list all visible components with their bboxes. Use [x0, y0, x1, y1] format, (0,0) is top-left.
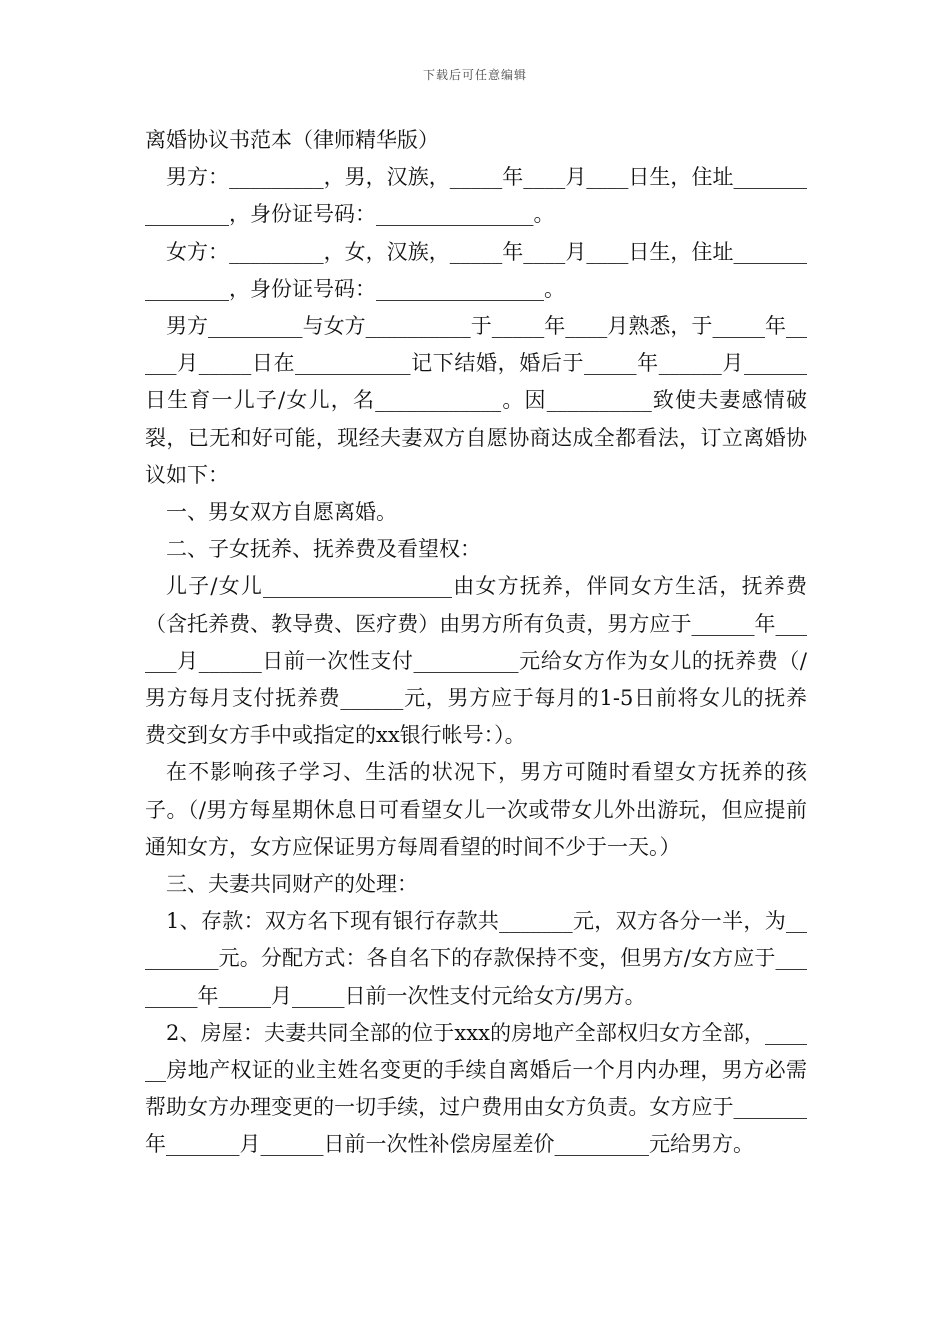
paragraph-house: 2、房屋：夫妻共同全部的位于xxx的房地产全部权归女方全部，______房地产权证的业主姓名变更的手续自离婚后一个月内办理，男方必需帮助女方办理变更的一切手续，过户费用由女方负责。女方应于_______年_______月______日前一次性补偿房屋差价_________元给男方。: [145, 1020, 807, 1157]
paragraph-marriage-background: 男方_________与女方__________于_____年____月熟悉，于_____年_____月_____日在___________记下结婚，婚后于_____年______月______日生育一儿子/女儿，名____________。因__________致使夫妻感情破裂，已无和好可能，现经夫妻双方自愿协商达成全都看法，订立离婚协议如下：: [145, 314, 807, 487]
paragraph-wife-info: 女方：_________，女，汉族，_____年____月____日生，住址_______________，身份证号码：________________。: [145, 239, 807, 301]
paragraph-visitation: 在不影响孩子学习、生活的状况下，男方可随时看望女方抚养的孩子。（/男方每星期休息日可看望女儿一次或带女儿外出游玩，但应提前通知女方，女方应保证男方每周看望的时间不少于一天。）: [145, 760, 807, 859]
paragraph-deposits: 1、存款：双方名下现有银行存款共_______元，双方各分一半，为_________元。分配方式：各自名下的存款保持不变，但男方/女方应于________年_____月_____日前一次性支付元给女方/男方。: [145, 909, 807, 1008]
clause-1-divorce: 一、男女双方自愿离婚。: [166, 500, 397, 525]
document-body: [145, 122, 807, 1164]
page-header-note: 下载后可任意编辑: [422, 68, 527, 82]
paragraph-husband-info: 男方：_________，男，汉族，_____年____月____日生，住址_______________，身份证号码：_______________。: [145, 165, 807, 227]
paragraph-child-support: 儿子/女儿__________________由女方抚养，伴同女方生活，抚养费（含托养费、教导费、医疗费）由男方所有负责，男方应于______年______月______日前一次性支付__________元给女方作为女儿的抚养费（/男方每月支付抚养费______元，男方应于每月的1-5日前将女儿的抚养费交到女方手中或指定的xx银行帐号：）。: [145, 574, 807, 748]
clause-3-heading: 三、夫妻共同财产的处理：: [166, 872, 418, 897]
document-title: 离婚协议书范本（律师精华版）: [145, 128, 439, 152]
clause-2-heading: 二、子女抚养、抚养费及看望权：: [166, 537, 481, 562]
